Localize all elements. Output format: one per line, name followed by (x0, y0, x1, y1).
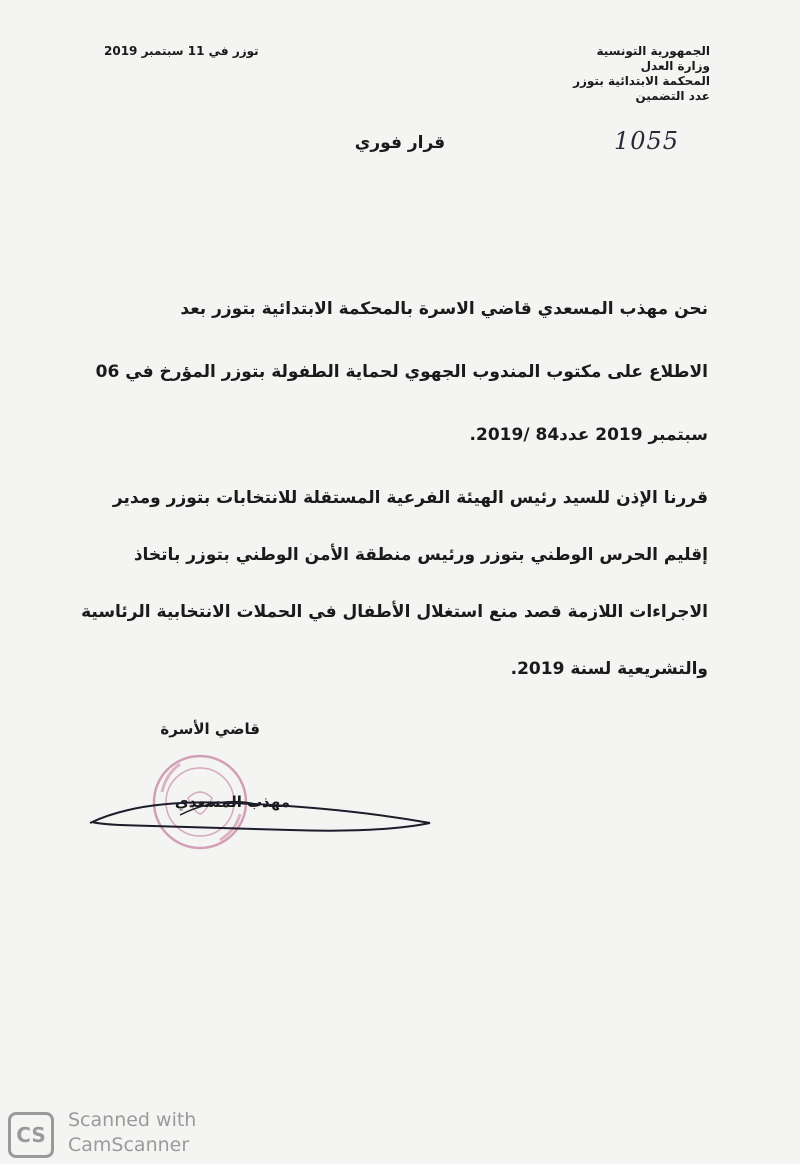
paragraph-preamble (92, 278, 708, 467)
header-republic: الجمهورية التونسية (596, 44, 710, 58)
paragraph-line: نحن مهذب المسعدي قاضي الاسرة بالمحكمة الابتدائية بتوزر بعد (180, 299, 708, 319)
paragraph-line: سبتمبر 2019 عدد84 /2019. (469, 425, 708, 445)
signatory-title: قاضي الأسرة (160, 720, 260, 738)
header-court: المحكمة الابتدائية بتوزر (573, 74, 710, 88)
paragraph-decision (81, 470, 708, 698)
paragraph-line: قررنا الإذن للسيد رئيس الهيئة الفرعية المستقلة للانتخابات بتوزر ومدير (112, 488, 708, 508)
watermark-line: Scanned with (68, 1109, 197, 1131)
document-title: قرار فوري (354, 133, 446, 153)
camscanner-watermark (68, 1108, 196, 1158)
handwritten-reference-number: 1055 (614, 127, 680, 155)
header-number-label: عدد التضمين (635, 89, 710, 103)
paragraph-line: الاطلاع على مكتوب المندوب الجهوي لحماية الطفولة بتوزر المؤرخ في 06 (95, 362, 708, 382)
issuer-header (490, 44, 710, 104)
signature-icon (80, 775, 440, 845)
header-ministry: وزارة العدل (640, 59, 710, 73)
place-date: توزر في 11 سبتمبر 2019 (104, 44, 259, 58)
paragraph-line: الاجراءات اللازمة قصد منع استغلال الأطفال في الحملات الانتخابية الرئاسية (81, 602, 708, 622)
camscanner-logo-icon: CS (8, 1112, 54, 1158)
paragraph-line: إقليم الحرس الوطني بتوزر ورئيس منطقة الأمن الوطني بتوزر باتخاذ (133, 545, 708, 565)
signatory-name: مهذب المسعدي (174, 793, 290, 811)
watermark-line: CamScanner (68, 1134, 190, 1156)
paragraph-line: والتشريعية لسنة 2019. (510, 659, 708, 679)
